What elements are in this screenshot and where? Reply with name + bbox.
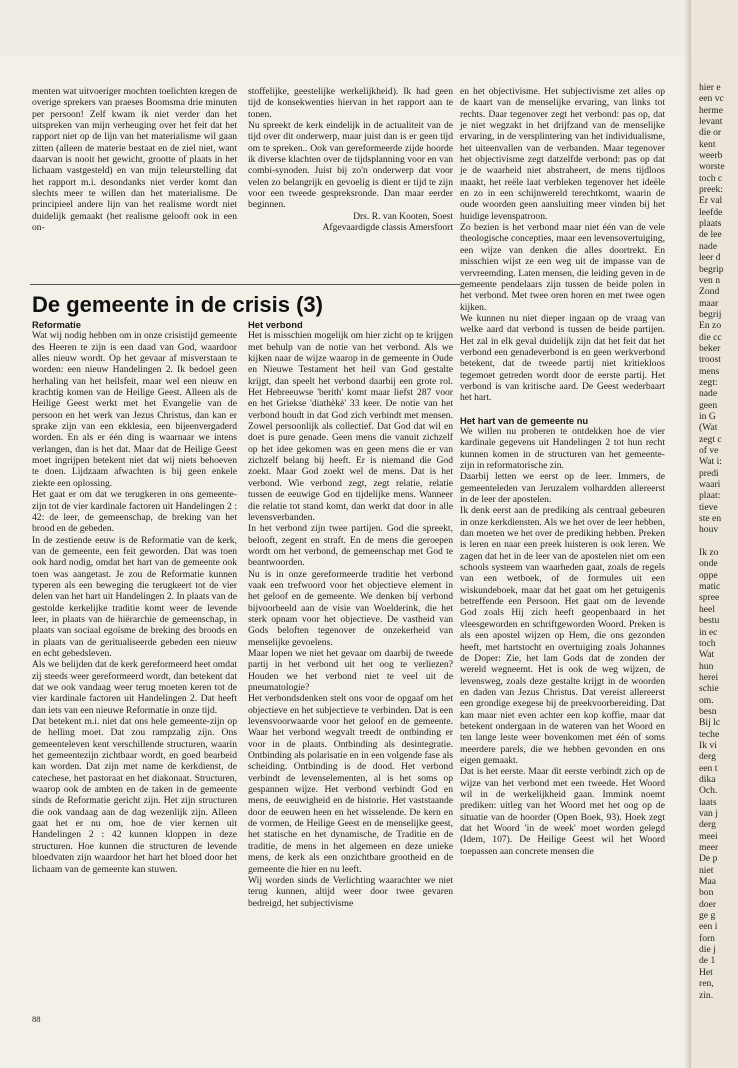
article-headline: De gemeente in de crisis (3) [32, 292, 323, 317]
col3-paragraph: We kunnen nu niet dieper ingaan op de vraag van welke aard dat verbond is tussen de beide partijen. Het zal in elk geval duidelijk zijn dat het feit dat het verbond een genadeverbond is en geen werkverbond betekent, dat de tweede partij niet kritiekloos tegemoet getreden wordt door de eerste partij. Het verbond is van kritische aard. De Geest wederbaart het hart. [460, 312, 665, 404]
top-column-2-text: stoffelijke, geestelijke werkelijkheid). Ik had geen tijd de konsekwenties hiervan in het rapport aan te tonen. [248, 86, 453, 120]
facing-page-fragment: spree [699, 592, 720, 604]
facing-page-fragment: zin. [699, 989, 714, 1001]
facing-page-fragment: de lee [699, 229, 722, 241]
facing-page-fragment: waari [699, 479, 721, 491]
facing-page-fragment: zegt c [699, 433, 722, 445]
facing-page-fragment: of ve [699, 445, 719, 456]
facing-page-fragment: herei [699, 671, 719, 683]
facing-page-fragment: matic [699, 581, 721, 593]
col2-paragraph: Nu is in onze gereformeerde traditie het verbond vaak een trefwoord voor het objectieve element in het geloof en de gemeente. We denken bij verbond bijvoorbeeld aan de visie van Woelderink, die het sterk opnam voor het objectieve. De vastheid van Gods beloften tegenover de onzekerheid van menselijke gevoelens. [248, 568, 453, 648]
facing-page-fragment: laats [699, 796, 717, 808]
col1-paragraph: Het gaat er om dat we terugkeren in ons gemeente-zijn tot de vier kardinale factoren uit Handelingen 2 : 42: de leer, de gemeenschap, de breking van het brood en de gebeden. [32, 489, 237, 535]
col1-paragraph: Wat wij nodig hebben om in onze crisistijd gemeente des Heeren te zijn is een daad van God, waardoor alles nieuw wordt. Op het gevaar af misverstaan te worden: een nieuw Handelingen 2. Ik bedoel geen herhaling van het heilsfeit, maar wel een nieuw en krachtig komen van de Heilige Geest. Alleen als de Heilige Geest werkt met het Evangelie van de persoon en het werk van Jezus Christus, dan kan er sprake zijn van een ekklesia, een bijeenvergaderd worden. En als er één ding is waarnaar we intens verlangen, dan is het dat. Maar dat de Heilige Geest moet ingrijpen betekent niet dat wij niets behoeven te doen. Lijdzaam afwachten is bij geen enkele ziekte een oplossing. [32, 330, 237, 489]
facing-page-fragment: de 1 [699, 955, 716, 967]
facing-page-fragment: heel [699, 603, 715, 615]
facing-page-fragment: bestu [699, 615, 720, 627]
col3-paragraph: Ik denk eerst aan de prediking als centraal gebeuren in onze kerkdiensten. Als we het over de leer hebben, dan moeten we het over de prediking hebben. Preken is leren en naar een preek luisteren is ook leren. We zagen dat het in de leer van de apostelen niet om een schools systeem van waarheden gaat, zoals de regels van een wetboek, of de formules uit een wiskundeboek, maar dat het gaat om het getuigenis betreffende een Persoon. Het gaat om de levende God zoals Hij zich heeft geopenbaard in het vleesgeworden en schriftgeworden Woord. Preken is als een apostel wijzen op Hem, die ons gezonden heeft, met hartstocht en overtuiging zoals Johannes de Doper: Zie, het lam Gods dat de zonden der wereld wegneemt. Het is ook de weg wijzen, de levensweg, zoals deze gestalte krijgt in de woorden en daden van Jezus Christus. Dat vereist allereerst een grondige exegese bij de preekvoorbereiding. Dat kan maar niet even achter een kop koffie, maar dat betekent ondergaan in de wateren van het Woord en ten lange leste weer bovenkomen met één of soms meerdere parels, die we hebben gevonden en ons eigen gemaakt. [460, 505, 665, 766]
facing-page-fragment: zegt: [699, 376, 718, 388]
facing-page-fragment: ren, [699, 978, 714, 990]
facing-page-fragment: En zo [699, 320, 722, 332]
facing-page-fragment: bon [699, 887, 714, 899]
facing-page-edge [690, 0, 738, 1068]
top-column-1 [32, 86, 237, 233]
facing-page-fragment: in ec [699, 626, 718, 638]
facing-page-fragment: derg [699, 751, 716, 763]
col3-paragraph: Daarbij letten we eerst op de leer. Immers, de gemeenteleden van Jeruzalem volhardden allereerst in de leer der apostelen. [460, 471, 665, 506]
facing-page-fragment: worste [699, 161, 725, 173]
facing-page-fragment: Zond [699, 286, 720, 298]
facing-page-fragment: teche [699, 728, 720, 740]
facing-page-fragment: forn [699, 932, 715, 944]
facing-page-fragment: om. [699, 694, 714, 706]
facing-page-fragment: plaats [699, 218, 722, 230]
facing-page-fragment: Ik zo [699, 547, 719, 559]
top-column-2-text-b: Nu spreekt de kerk eindelijk in de actualiteit van de tijd over dit onderwerp, maar juist dan is er geen tijd om te spreken.. Ook van gereformeerde zijde hoorde ik diverse klachten over de tijdsplanning voor en van combi-synoden. Juist bij zo'n onderwerp dat voor velen zo belangrijk en gevoelig is dient er tijd te zijn voor een tweede gespreksronde. Dan maar eerder beginnen. [248, 120, 453, 211]
facing-page-fragment: doer [699, 898, 717, 910]
facing-page-text-fragments [699, 82, 738, 1001]
facing-page-fragment: troost [699, 354, 721, 366]
facing-page-fragment: mens [699, 365, 720, 377]
facing-page-fragment: geen [699, 399, 718, 411]
facing-page-fragment: oppe [699, 569, 718, 581]
col2-paragraph: Het verbondsdenken stelt ons voor de opgaaf om het objectieve en het subjectieve te verbinden. Dat is een levensvoorwaarde voor het geloof en de gemeente. Waar het verbond wegvalt treedt de ontbinding er voor in de plaats. Ontbinding als desintegratie. Ontbinding als polarisatie en in een volgende fase als scheiding. Ontbinding is de dood. Het verbond verbindt de levenselementen, al is het soms op gespannen wijze. Het verbond verbindt God en mens, de eeuwigheid en de historie. Het vaststaande door de eeuwen heen en het wisselende. De kern en de vormen, de Heilige Geest en de menselijke geest, het statische en het dynamische, de Traditie en de traditie, de mens in het algemeen en deze unieke mens, de kerk als een onzichtbare grootheid en de gemeente die hier en nu leeft. [248, 693, 453, 875]
heading-het-verbond: Het verbond [248, 319, 303, 330]
top-column-2 [248, 86, 453, 233]
facing-page-fragment: Er val [699, 195, 723, 207]
facing-page-fragment: Ik vi [699, 739, 717, 751]
facing-page-fragment: een vc [699, 93, 724, 105]
facing-page-fragment: dika [699, 773, 716, 785]
facing-page-fragment: ven n [699, 274, 721, 286]
signature-role: Afgevaardigde classis Amersfoort [322, 222, 453, 234]
facing-page-fragment: ge g [699, 910, 716, 922]
facing-page-fragment: beker [699, 342, 721, 354]
facing-page-fragment: Och. [699, 785, 718, 797]
facing-page-fragment: meer [699, 842, 719, 854]
facing-page-fragment: Het [699, 966, 713, 978]
top-column-1-text: menten wat uitvoeriger mochten toelichten kregen de overige sprekers van praeses Boomsma drie minuten per persoon! Zelf kwam ik niet verder dan het uitspreken van mijn verheuging over het feit dat het rapport niet op de lijn van het materialisme wil gaan zitten (alleen de materie bestaat en de ziel niet, want daarvan is nooit het gewicht, grootte of plaats in het lichaam vastgesteld) en van mijn teleurstelling dat het rapport m.i. desondanks niet verder komt dan slechts meer te willen dan het materialisme. De principieel andere lijn van het realisme wordt niet duidelijk gemaakt (het realisme gelooft ook in een on- [32, 86, 237, 234]
col2-paragraph: Maar lopen we niet het gevaar om daarbij de tweede partij in het verbond uit het oog te verliezen? Houden we het verbond niet te veel uit de pneumatologie? [248, 647, 453, 693]
facing-page-fragment: nade [699, 240, 718, 252]
page-top-band [0, 0, 690, 56]
facing-page-fragment: toch [699, 637, 716, 649]
facing-page-fragment: kent [699, 138, 716, 150]
facing-page-fragment: houv [699, 524, 719, 536]
heading-hart-van-de-gemeente: Het hart van de gemeente nu [460, 414, 589, 426]
facing-page-fragment: hun [699, 660, 714, 672]
col3-paragraph: Zo bezien is het verbond maar niet één van de vele theologische concepties, maar een levensovertuiging, een wijze van denken die alles doortrekt. En misschien wijst ze een weg uit de impasse van de vervreemding. Laten mensen, die leiding geven in de gemeente pendelaars zijn tussen de beide polen in het verbond. Met twee oren horen en met twee ogen kijken. [460, 222, 665, 313]
facing-page-fragment [699, 536, 738, 547]
facing-page-fragment: tieve [699, 501, 718, 513]
col2-paragraph: Het is misschien mogelijk om hier zicht op te krijgen met behulp van de notie van het verbond. Als we kijken naar de wijze waarop in de gemeente in Oude en Nieuwe Testament het heil van God gestalte krijgt, dan speelt het verbond daarbij een grote rol. Het Hebreeuwse 'berith' komt maar liefst 287 voor en het Griekse 'diathèkè' 33 keer. De notie van het verbond houdt in dat God zich verbindt met mensen. Zowel persoonlijk als collectief. Dat God dat wil en doet is pure genade. Geen mens die vanuit zichzelf op het idee gekomen was en geen mens die er van zichzelf belang bij heeft. Er is niemand die God zoekt. Maar God zoekt wel de mens. Dat is het verbond. Wie verbond zegt, zegt relatie, relatie tussen de eeuwige God en tijdelijke mens. Wanneer die relatie tot stand komt, dan werkt dat door in alle levensverbanden. [248, 330, 453, 523]
facing-page-fragment: plaat: [699, 490, 721, 502]
facing-page-fragment: leer d [699, 252, 721, 264]
article-column-1 [32, 319, 237, 875]
col1-paragraph: In de zestiende eeuw is de Reformatie van de kerk, van de gemeente, een feit geworden. Dat was toen ook hard nodig, omdat het hart van de gemeente ook toen was aangetast. Je zou de Reformatie kunnen typeren als een beweging die terugkeert tot de vier delen van het hart uit Handelingen 2. In plaats van de gestolde kerkelijke traditie komt weer de levende leer, in plaats van de hiërarchie de gemeenschap, in plaats van sociaal egoïsme de breking des broods en in plaats van de geritualiseerde gebeden een nieuw en echt gebedsleven. [32, 534, 237, 659]
heading-reformatie: Reformatie [32, 319, 81, 330]
facing-page-fragment: weerb [699, 150, 723, 162]
col2-paragraph: Wij worden sinds de Verlichting waarachter we niet terug kunnen, altijd weer door twee gevaren bedreigd, het subjectivisme [248, 874, 453, 909]
page-number: 88 [32, 1014, 41, 1024]
facing-page-fragment: (Wat [699, 422, 718, 434]
article-column-2 [248, 319, 453, 909]
signature-name: Drs. R. van Kooten, Soest [353, 210, 453, 222]
facing-page-fragment: niet [699, 864, 714, 876]
section-divider [30, 284, 460, 285]
facing-page-fragment: nade [699, 388, 718, 400]
facing-page-fragment: ste en [699, 513, 722, 525]
facing-page-fragment: die or [699, 127, 722, 139]
facing-page-fragment: van j [699, 808, 718, 819]
col2-paragraph: In het verbond zijn twee partijen. God die spreekt, belooft, zegent en straft. En de mens die geroepen wordt om het verbond, de gemeenschap met God te beantwoorden. [248, 523, 453, 569]
facing-page-fragment: een t [699, 762, 718, 774]
facing-page-fragment: Wat [699, 649, 715, 661]
facing-page-fragment: herme [699, 104, 723, 116]
col1-paragraph: Als we belijden dat de kerk gereformeerd heet omdat zij steeds weer gereformeerd wordt, dan betekent dat dat we ook vandaag weer terug moeten keren tot de vier kardinale factoren uit Handelingen 2. Dat heeft dan iets van een nieuwe Reformatie in onze tijd. [32, 659, 237, 716]
facing-page-fragment: Bij lc [699, 717, 721, 729]
col3-paragraph: en het objectivisme. Het subjectivisme zet alles op de kaart van de menselijke ervaring, van links tot rechts. Daar tegenover zegt het verbond: pas op, dat je niet wegzakt in het drijfzand van de menselijke ervaring, in de versplintering van het individualisme, het uiteenvallen van de verbanden. Maar tegenover het objectivisme zegt datzelfde verbond: pas op dat je de waarheid niet abstraheert, de mens tijdloos maakt, het reële laat verbleken tegenover het ideële en zo in een schijnwereld terechtkomt, waarin de oude woorden geen aansluiting meer vinden bij het huidige levenspatroon. [460, 86, 665, 222]
facing-page-fragment: onde [699, 558, 718, 570]
facing-page-fragment: hier e [699, 82, 721, 93]
facing-page-fragment: meei [699, 830, 718, 842]
facing-page-fragment: toch c [699, 172, 723, 184]
facing-page-fragment: leefde [699, 206, 723, 218]
facing-page-fragment: een i [699, 921, 718, 933]
col1-paragraph: Dat betekent m.i. niet dat ons hele gemeente-zijn op de helling moet. Dat zou rampzalig zijn. Ons gemeenteleven kent verschillende structuren, waarin het gemeentezijn zichtbaar wordt, en goed bearbeid kan worden. Dat zijn met name de kerkdienst, de catechese, het pastoraat en het diakonaat. Structuren, waarop ook de ambten en de taken in de gemeente sinds de Reformatie gericht zijn. Het zijn structuren die ook vandaag aan de dag wezenlijk zijn. Alleen gaat het er nu om, hoe de vier kernen uit Handelingen 2 : 42 kunnen kloppen in deze structuren. Hoe kunnen die structuren de levende bloedvaten zijn waardoor het hart het bloed door het lichaam van de gemeente kan stuwen. [32, 716, 237, 875]
facing-page-fragment: begrij [699, 308, 722, 320]
facing-page-fragment: schie [699, 683, 719, 695]
facing-page-fragment: levant [699, 116, 723, 128]
article-column-3 [460, 86, 665, 857]
facing-page-fragment: Wat i: [699, 456, 722, 468]
facing-page-fragment: besn [699, 705, 717, 717]
facing-page-fragment: maar [699, 297, 719, 309]
col3-paragraph: We willen nu proberen te ontdekken hoe de vier kardinale gegevens uit Handelingen 2 tot hun recht kunnen komen in de structuren van het gemeente-zijn in reformatorische zin. [460, 425, 665, 471]
facing-page-fragment: in G [699, 410, 716, 422]
facing-page-fragment: preek: [699, 184, 723, 196]
facing-page-fragment: derg [699, 819, 716, 831]
facing-page-fragment: predi [699, 467, 719, 479]
facing-page-fragment: Maa [699, 876, 717, 888]
col3-paragraph: Dat is het eerste. Maar dit eerste verbindt zich op de wijze van het verbond met een tweede. Het Woord wil in de werkelijkheid gaan. Immink noemt prediken: uitleg van het Woord met het oog op de situatie van de hoorder (Open Boek, 93). Hoek zegt dat het Woord 'in de week' moet worden gelegd (Idem, 107). De Heilige Geest wil het Woord toepassen aan concrete mensen die [460, 766, 665, 857]
facing-page-fragment: die cc [699, 331, 722, 343]
facing-page-fragment: die j [699, 944, 716, 956]
facing-page-fragment: De p [699, 853, 718, 865]
facing-page-fragment: begrip [699, 263, 724, 275]
